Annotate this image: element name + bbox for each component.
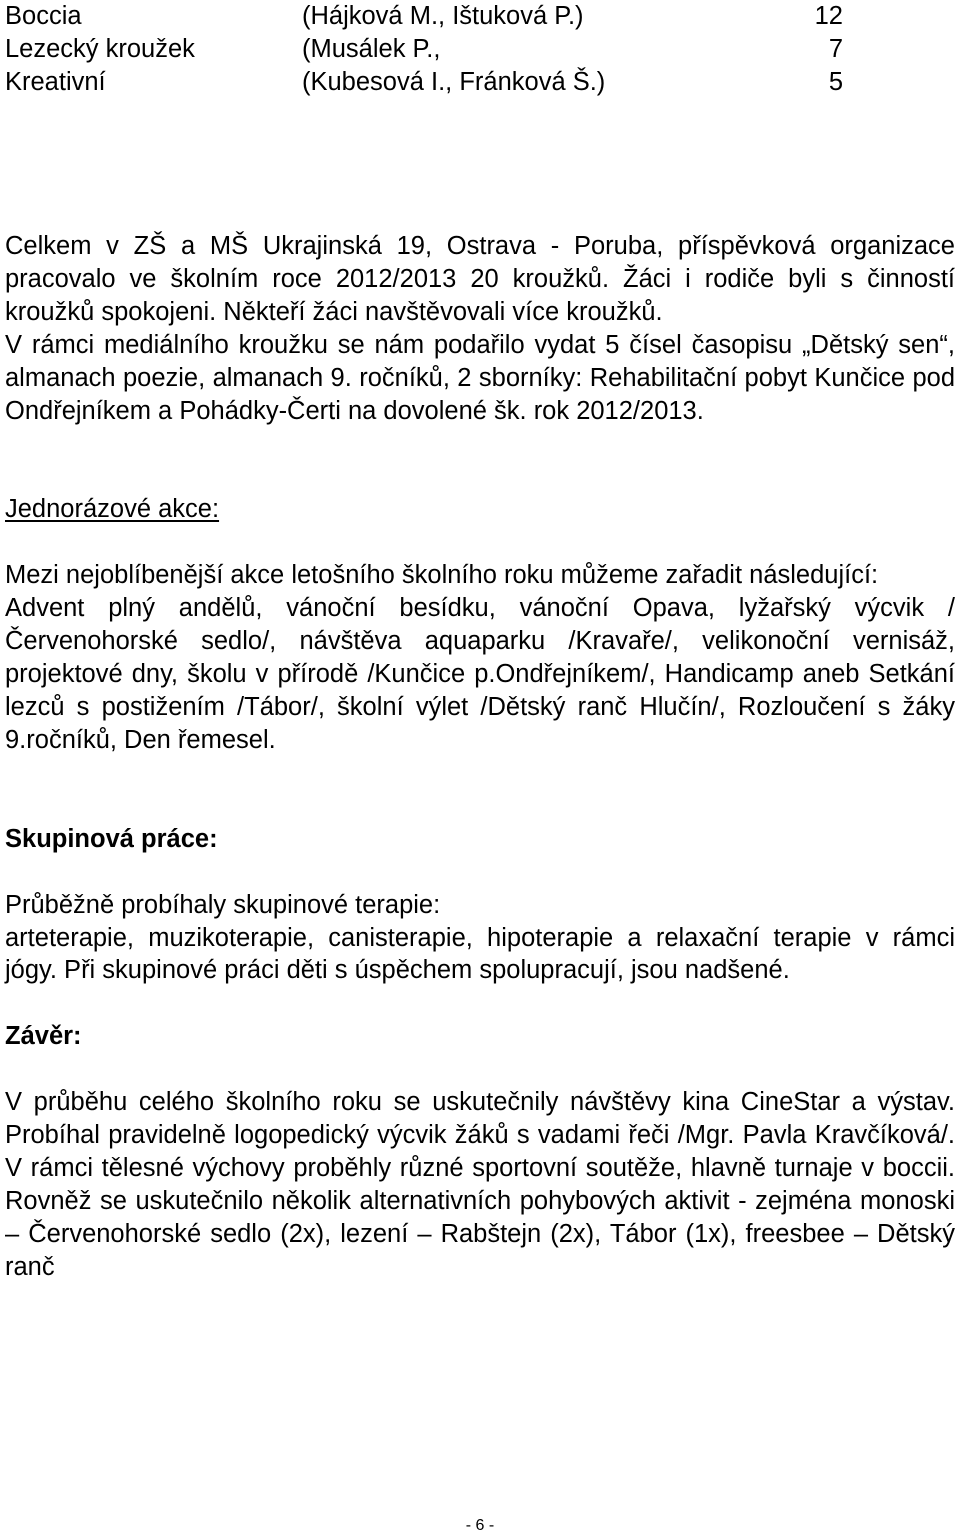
club-leaders: (Kubesová I., Fránková Š.) [302, 67, 606, 96]
summary-paragraph: Celkem v ZŠ a MŠ Ukrajinská 19, Ostrava - Poruba, příspěvková organizace pracovalo ve školním roce 2012/2013 20 kroužků. Žáci i rodiče byli s činností kroužků spokojeni. Někteří žáci navštěvovali více kroužků. [5, 232, 955, 326]
club-name: Lezecký kroužek [5, 34, 195, 63]
club-row [5, 33, 955, 66]
section-heading-one-off: Jednorázové akce: [5, 495, 220, 524]
spacer [5, 1053, 955, 1086]
one-off-intro: Mezi nejoblíbenější akce letošního školního roku můžeme zařadit následující: [5, 561, 879, 590]
club-row [5, 0, 955, 33]
group-work-intro: Průběžně probíhaly skupinové terapie: [5, 890, 441, 919]
spacer [5, 757, 955, 823]
club-count: 5 [828, 67, 843, 96]
club-leaders: (Musálek P., [302, 34, 441, 63]
page-number: - 6 - [465, 1517, 495, 1534]
spacer [5, 987, 955, 1020]
club-name: Kreativní [5, 67, 106, 96]
club-leaders: (Hájková M., Ištuková P.) [302, 2, 584, 30]
media-paragraph: V rámci mediálního kroužku se nám podařilo vydat 5 čísel časopisu „Dětský sen“, almanach poezie, almanach 9. ročníků, 2 sborníky: Rehabilitační pobyt Kunčice pod Ondřejníkem a Pohádky-Čerti na dovolené šk. rok 2012/2013. [5, 330, 955, 425]
spacer [5, 526, 955, 559]
club-table [5, 0, 955, 99]
group-work-text: arteterapie, muzikoterapie, canisterapie, hipoterapie a relaxační terapie v rámci jógy. Při skupinové práci děti s úspěchem spolupracují, jsou nadšené. [5, 923, 955, 985]
club-row [5, 66, 955, 99]
spacer [5, 856, 955, 889]
spacer [5, 99, 955, 230]
section-heading-group-work: Skupinová práce: [5, 824, 218, 853]
club-count: 7 [828, 34, 843, 63]
document-page [5, 0, 955, 1284]
conclusion-text: V průběhu celého školního roku se uskutečnily návštěvy kina CineStar a výstav. Probíhal pravidelně logopedický výcvik žáků s vadami řeči /Mgr. Pavla Kravčíková/. V rámci tělesné výchovy proběhly různé sportovní soutěže, hlavně turnaje v boccii. Rovněž se uskutečnilo několik alternativních pohybových aktivit - zejména monoski – Červenohorské sedlo (2x), lezení – Rabštejn (2x), Tábor (1x), freesbee – Dětský ranč [5, 1088, 955, 1281]
one-off-list: Advent plný andělů, vánoční besídku, vánoční Opava, lyžařský výcvik /Červenohorské sedlo/, návštěva aquaparku /Kravaře/, velikonoční vernisáž, projektové dny, školu v přírodě /Kunčice p.Ondřejníkem/, Handicamp aneb Setkání lezců s postižením /Tábor/, školní výlet /Dětský ranč Hlučín/, Rozloučení s žáky 9.ročníků, Den řemesel. [5, 594, 955, 754]
spacer [5, 427, 955, 493]
club-count: 12 [814, 2, 843, 30]
club-name: Boccia [5, 2, 82, 30]
section-heading-conclusion: Závěr: [5, 1022, 82, 1051]
